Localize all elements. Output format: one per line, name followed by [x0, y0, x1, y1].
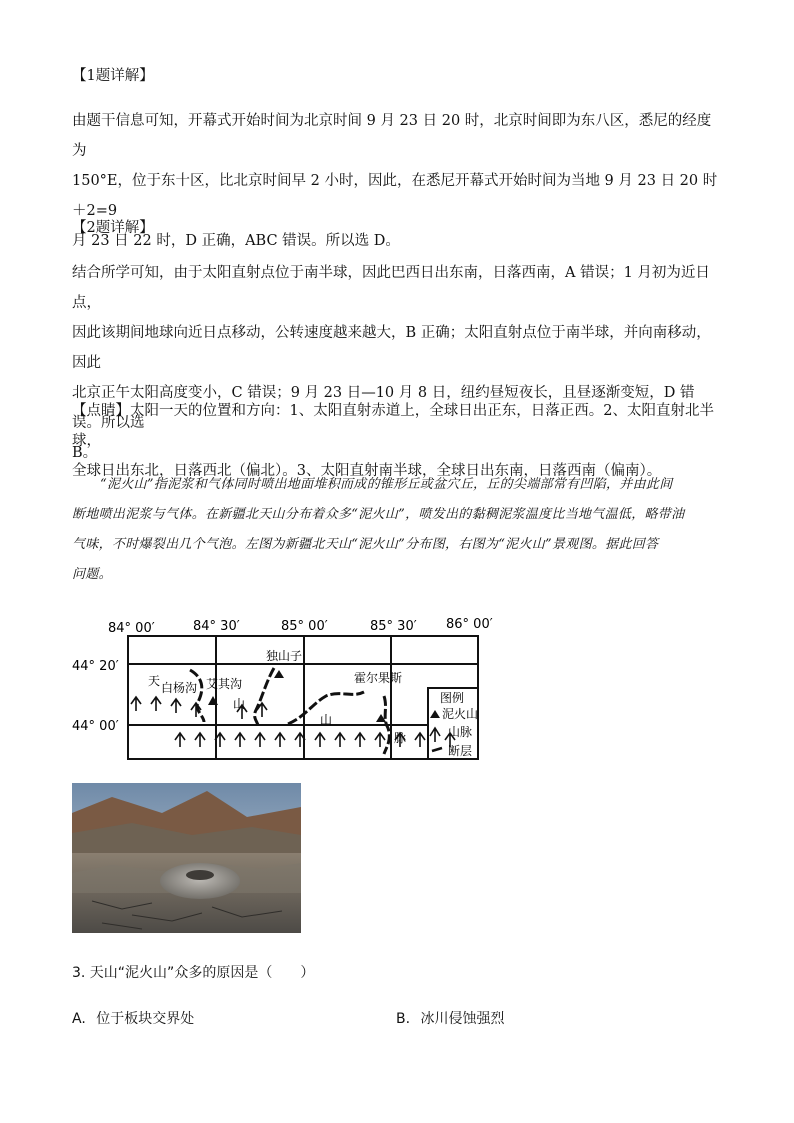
mountain-symbol	[151, 697, 161, 711]
mountain-symbol	[235, 733, 245, 747]
legend-volcano: 泥火山	[442, 707, 479, 721]
mountain-symbol	[355, 733, 365, 747]
mountain-symbol	[195, 733, 205, 747]
question-stem: 3. 天山“泥火山”众多的原因是（ ）	[72, 965, 315, 981]
material-line: 问题。	[72, 567, 112, 582]
mountain-symbol	[255, 733, 265, 747]
option-a[interactable]	[72, 1008, 194, 1028]
range-label: 山	[233, 697, 246, 711]
section-2-line: 因此该期间地球向近日点移动，公转速度越来越大，B 正确；太阳直射点位于南半球，并向南移动，因此	[72, 325, 711, 371]
material-line: 气味，不时爆裂出几个气泡。左图为新疆北天山“泥火山”分布图，右图为“泥火山”景观图。据此回答	[72, 537, 659, 552]
distribution-map	[72, 612, 508, 767]
lon-label: 84° 00′	[108, 621, 155, 636]
section-2-line: 结合所学可知，由于太阳直射点位于南半球，因此巴西日出东南，日落西南，A 错误；1 月初为近日点，	[72, 265, 710, 311]
lon-label: 85° 30′	[370, 619, 417, 634]
landscape-image	[72, 783, 301, 933]
legend-mountain: 山脉	[448, 725, 473, 739]
section-2-line: B。	[72, 445, 98, 461]
section-1-line: 150°E，位于东十区，比北京时间早 2 小时，因此，在悉尼开幕式开始时间为当地 9 月 23 日 20 时＋2=9	[72, 173, 718, 219]
material-line: “泥火山”指泥浆和气体同时喷出地面堆积而成的锥形丘或盆穴丘，丘的尖端部常有凹陷，并由此间	[100, 477, 673, 492]
fault-line	[255, 668, 274, 726]
tip-line: 全球日出东北，日落西北（偏北）。3、太阳直射南半球，全球日出东南，日落西南（偏南）。	[72, 463, 662, 479]
place-label: 艾其沟	[206, 677, 243, 691]
option-label: B.	[396, 1011, 411, 1027]
section-1-line: 由题干信息可知，开幕式开始时间为北京时间 9 月 23 日 20 时，北京时间即为东八区，悉尼的经度为	[72, 113, 712, 159]
mountain-symbol	[131, 697, 141, 711]
lat-label: 44° 20′	[72, 659, 119, 674]
mud-volcano-photo	[72, 783, 301, 933]
material-paragraph	[72, 470, 732, 590]
mountain-symbol	[175, 733, 185, 747]
mountain-symbol	[171, 699, 181, 713]
lat-label: 44° 00′	[72, 719, 119, 734]
place-label: 独山子	[266, 649, 303, 663]
lon-label: 85° 00′	[281, 619, 328, 634]
option-b[interactable]	[396, 1008, 505, 1028]
option-text: 位于板块交界处	[96, 1011, 195, 1027]
mountain-symbol	[335, 733, 345, 747]
tip-label: 【点睛】	[72, 403, 130, 419]
range-label: 脉	[394, 731, 407, 745]
legend-fault: 断层	[448, 744, 473, 758]
range-label: 山	[320, 713, 333, 727]
fault-line	[190, 670, 204, 722]
mountain-symbol	[375, 733, 385, 747]
map-svg	[72, 612, 508, 767]
range-label: 天	[148, 674, 161, 688]
tip-line: 太阳一天的位置和方向：1、太阳直射赤道上，全球日出正东，日落正西。2、太阳直射北半球，	[72, 403, 714, 449]
lon-label: 84° 30′	[193, 619, 240, 634]
place-label: 霍尔果斯	[354, 671, 403, 685]
legend-title: 图例	[440, 691, 465, 705]
option-label: A.	[72, 1011, 86, 1027]
material-line: 断地喷出泥浆与气体。在新疆北天山分布着众多“泥火山”，喷发出的黏稠泥浆温度比当地气温低，略带油	[72, 507, 685, 522]
section-1-body	[72, 106, 722, 256]
mountain-symbol	[415, 733, 425, 747]
mountain-symbol	[275, 733, 285, 747]
place-label: 白杨沟	[161, 681, 198, 695]
volcano-icon	[274, 670, 284, 678]
section-2-header: 【2题详解】	[72, 220, 154, 236]
section-2-line: 北京正午太阳高度变小，C 错误；9 月 23 日—10 月 8 日，纽约昼短夜长，且昼逐渐变短，D 错误。所以选	[72, 385, 695, 431]
lon-label: 86° 00′	[446, 617, 493, 632]
mountain-symbol	[315, 733, 325, 747]
section-1-header: 【1题详解】	[72, 68, 154, 84]
crater	[186, 870, 214, 880]
option-text: 冰川侵蚀强烈	[420, 1011, 505, 1027]
mud-cone	[160, 863, 240, 899]
section-1-line: 月 23 日 22 时，D 正确，ABC 错误。所以选 D。	[72, 233, 400, 249]
